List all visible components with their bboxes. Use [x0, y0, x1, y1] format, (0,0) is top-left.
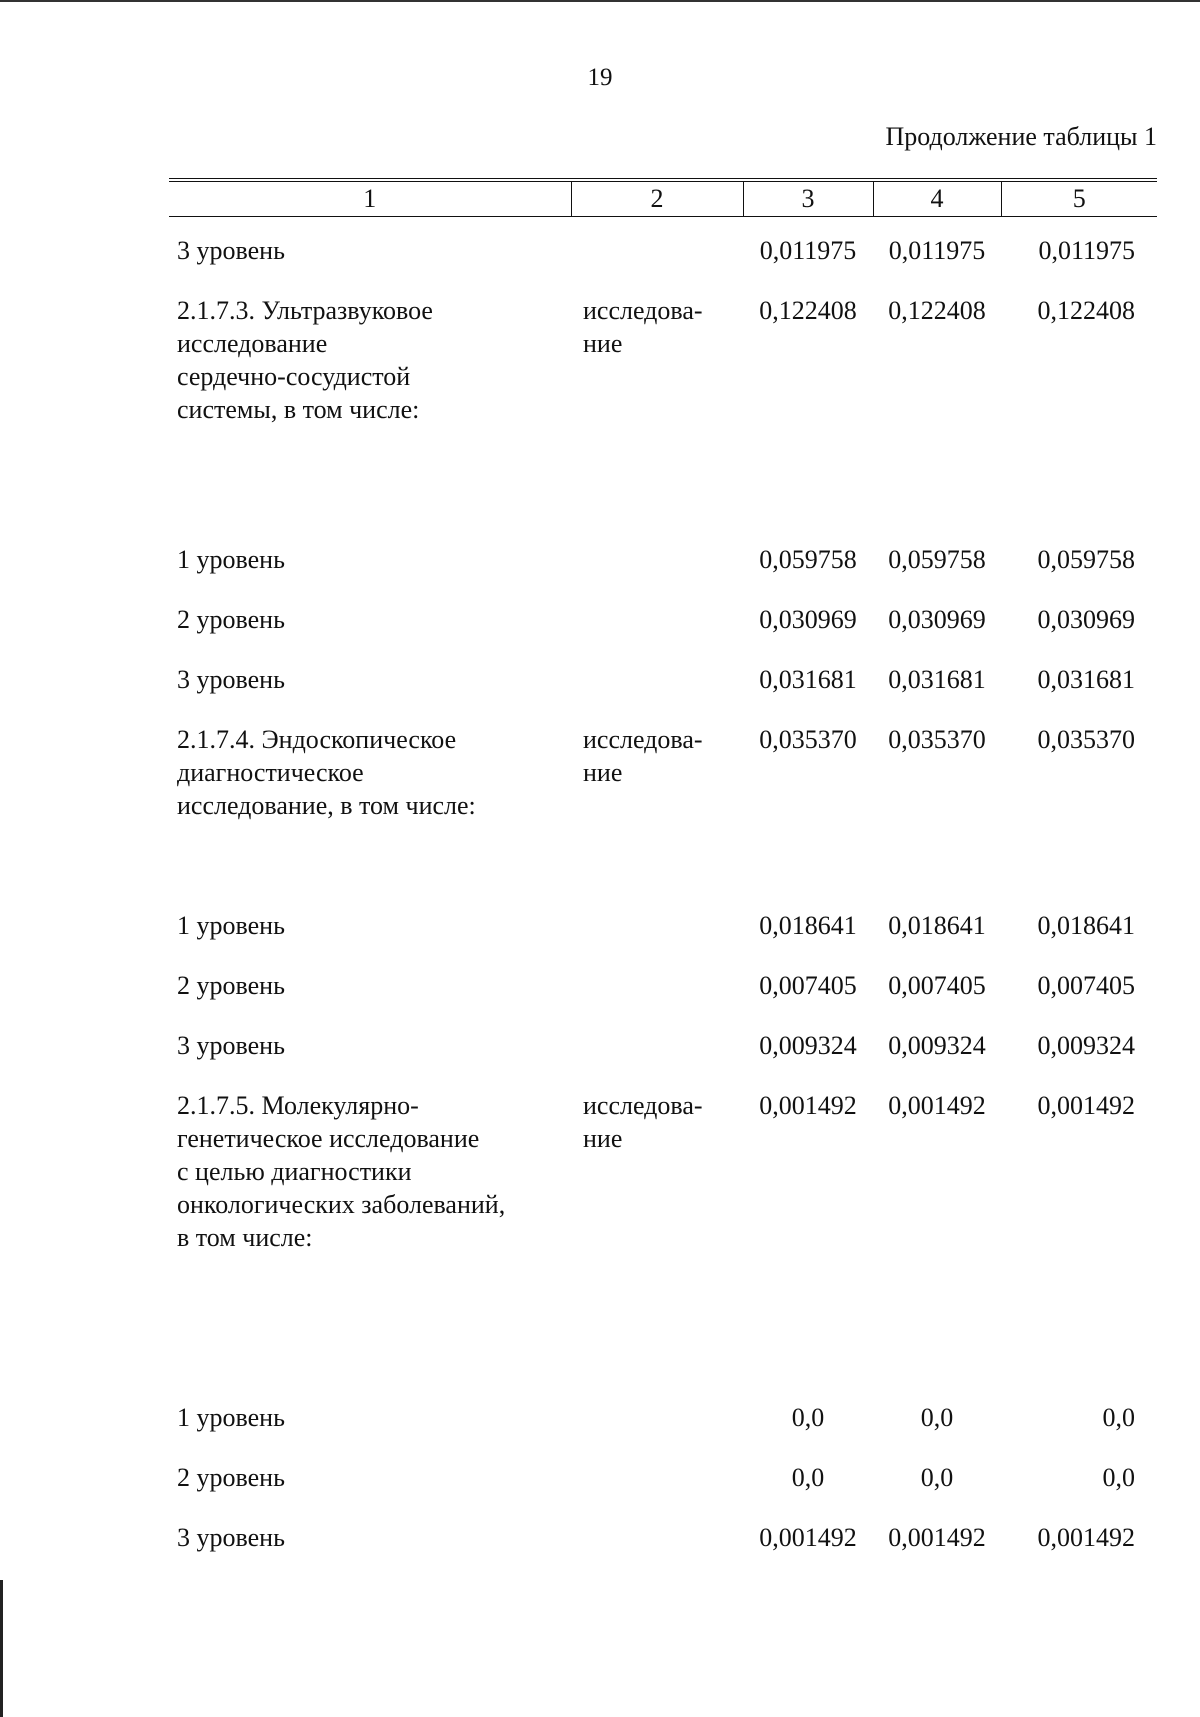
row-unit-cell: исследова- ние [583, 725, 703, 787]
row-unit-cell [571, 1434, 743, 1494]
row-unit-cell [571, 1002, 743, 1062]
row-name-cell: 1 уровень [177, 1403, 285, 1432]
table-row [169, 576, 1157, 636]
header-col-5: 5 [1001, 182, 1157, 217]
row-value-col-4: 0,059758 [888, 545, 986, 574]
table-row [169, 942, 1157, 1002]
row-value-col-4: 0,031681 [888, 665, 986, 694]
header-col-1: 1 [169, 182, 571, 217]
table-row [169, 217, 1157, 268]
row-name-cell: 2 уровень [177, 605, 285, 634]
row-name-cell: 1 уровень [177, 911, 285, 940]
table-row [169, 696, 1157, 822]
row-value-col-4: 0,007405 [888, 971, 986, 1000]
row-name-cell: 3 уровень [177, 665, 285, 694]
row-value-col-4: 0,122408 [888, 296, 986, 325]
row-value-col-4: 0,035370 [888, 725, 986, 754]
row-value-col-3: 0,001492 [759, 1091, 857, 1120]
row-value-col-5: 0,035370 [1037, 725, 1135, 754]
table-row [169, 1002, 1157, 1062]
row-value-col-3: 0,031681 [759, 665, 857, 694]
header-col-4: 4 [873, 182, 1001, 217]
row-name-cell: 3 уровень [177, 1031, 285, 1060]
row-unit-cell [571, 576, 743, 636]
table-row [169, 1062, 1157, 1254]
row-value-col-4: 0,001492 [888, 1523, 986, 1552]
row-value-col-4: 0,0 [920, 1403, 954, 1432]
table-continuation-label: Продолжение таблицы 1 [885, 122, 1157, 151]
row-value-col-4: 0,030969 [888, 605, 986, 634]
row-name-cell: 2.1.7.4. Эндоскопическое диагностическое исследование, в том числе: [177, 725, 476, 820]
row-value-col-5: 0,018641 [1037, 911, 1135, 940]
row-unit-cell [571, 636, 743, 696]
row-unit-cell [571, 1494, 743, 1554]
row-unit-cell [571, 1254, 743, 1434]
row-value-col-5: 0,007405 [1037, 971, 1135, 1000]
row-value-col-5: 0,122408 [1037, 296, 1135, 325]
table-body [169, 217, 1157, 1555]
row-value-col-4: 0,011975 [888, 236, 986, 265]
row-value-col-3: 0,035370 [759, 725, 857, 754]
header-top-rule [169, 178, 1157, 179]
table-row [169, 636, 1157, 696]
row-name-cell: 2 уровень [177, 1463, 285, 1492]
row-value-col-5: 0,001492 [1037, 1523, 1135, 1552]
table-row [169, 267, 1157, 426]
row-name-cell: 1 уровень [177, 545, 285, 574]
row-value-col-4: 0,018641 [888, 911, 986, 940]
header-col-3: 3 [743, 182, 873, 217]
page-number: 19 [587, 64, 613, 91]
row-value-col-4: 0,0 [920, 1463, 954, 1492]
table-container [169, 181, 1157, 1554]
row-unit-cell: исследова- ние [583, 1091, 703, 1153]
table-row [169, 1494, 1157, 1554]
table-row [169, 822, 1157, 942]
table-row [169, 426, 1157, 576]
row-unit-cell [571, 217, 743, 268]
row-value-col-3: 0,007405 [759, 971, 857, 1000]
row-value-col-3: 0,018641 [759, 911, 857, 940]
row-value-col-5: 0,0 [1102, 1403, 1135, 1432]
row-value-col-5: 0,031681 [1037, 665, 1135, 694]
row-name-cell: 2 уровень [177, 971, 285, 1000]
table-row [169, 1434, 1157, 1494]
row-value-col-3: 0,059758 [759, 545, 857, 574]
row-value-col-5: 0,0 [1102, 1463, 1135, 1492]
table-row [169, 1254, 1157, 1434]
row-value-col-5: 0,009324 [1037, 1031, 1135, 1060]
row-name-cell: 2.1.7.3. Ультразвуковое исследование сердечно-сосудистой системы, в том числе: [177, 296, 433, 424]
row-value-col-5: 0,001492 [1037, 1091, 1135, 1120]
row-value-col-3: 0,011975 [759, 236, 857, 265]
row-value-col-5: 0,059758 [1037, 545, 1135, 574]
row-value-col-5: 0,011975 [1038, 236, 1135, 265]
row-value-col-5: 0,030969 [1037, 605, 1135, 634]
row-value-col-4: 0,001492 [888, 1091, 986, 1120]
scan-top-edge [0, 0, 1200, 2]
row-value-col-3: 0,001492 [759, 1523, 857, 1552]
scan-left-edge [0, 1580, 3, 1717]
row-value-col-4: 0,009324 [888, 1031, 986, 1060]
row-name-cell: 3 уровень [177, 236, 285, 265]
row-value-col-3: 0,030969 [759, 605, 857, 634]
row-name-cell: 2.1.7.5. Молекулярно- генетическое исследование с целью диагностики онкологических заболеваний, в том числе: [177, 1091, 506, 1252]
row-value-col-3: 0,0 [791, 1403, 825, 1432]
row-unit-cell [571, 942, 743, 1002]
row-value-col-3: 0,0 [791, 1463, 825, 1492]
table-header-row [169, 182, 1157, 217]
row-unit-cell [571, 426, 743, 576]
row-unit-cell [571, 822, 743, 942]
row-value-col-3: 0,122408 [759, 296, 857, 325]
row-value-col-3: 0,009324 [759, 1031, 857, 1060]
data-table [169, 181, 1157, 1554]
row-unit-cell: исследова- ние [583, 296, 703, 358]
header-col-2: 2 [571, 182, 743, 217]
row-name-cell: 3 уровень [177, 1523, 285, 1552]
